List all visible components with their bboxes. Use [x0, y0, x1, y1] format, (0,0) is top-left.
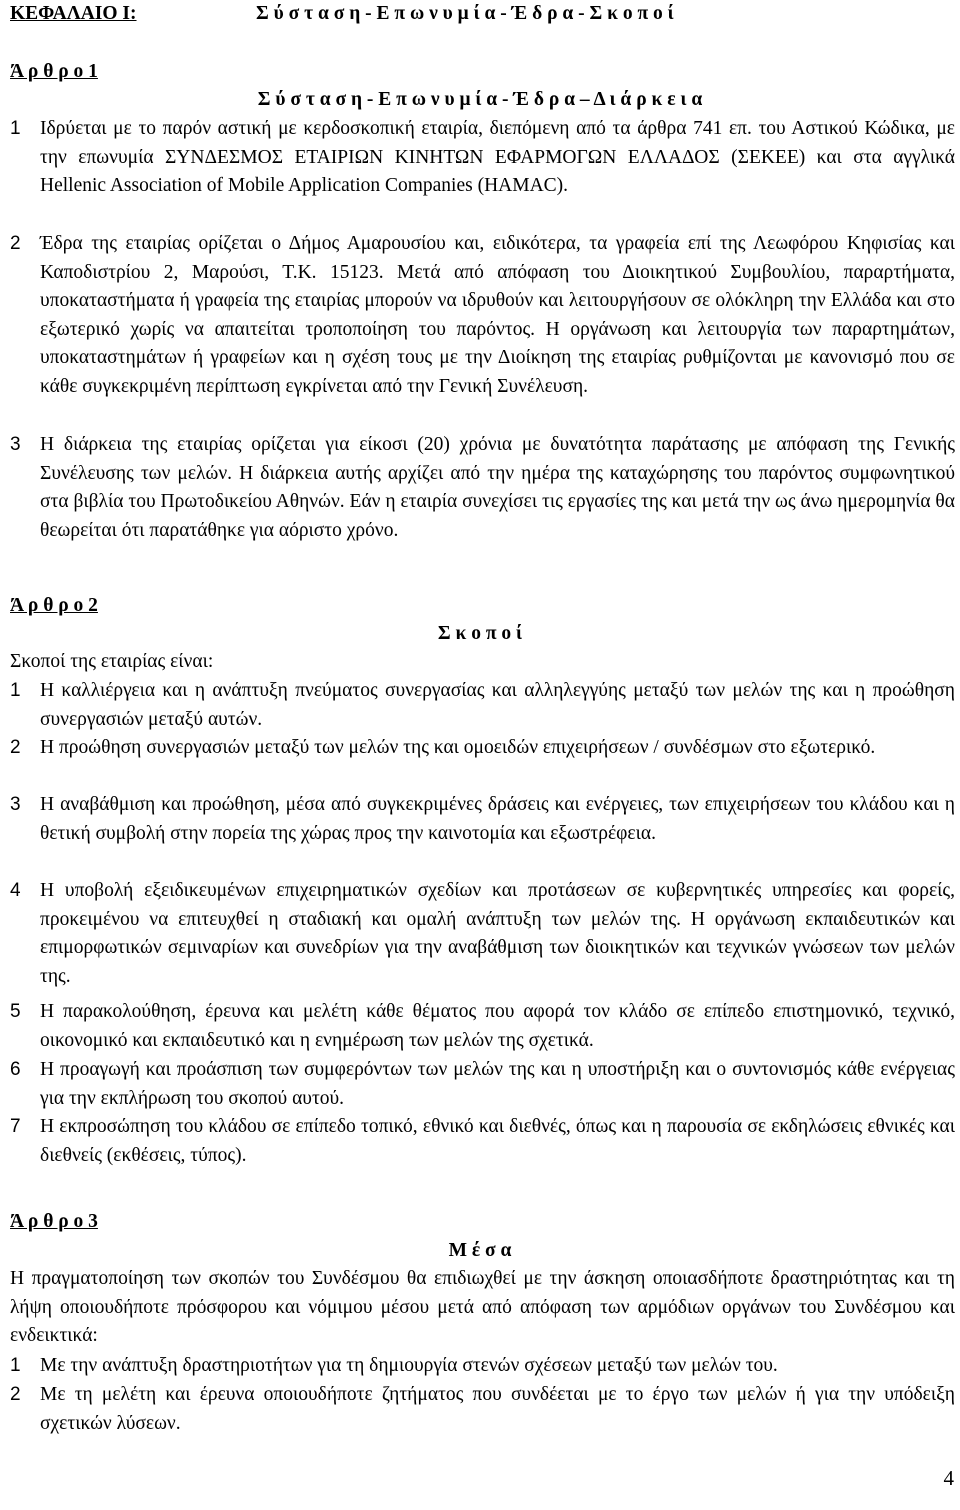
article-3-intro: Η πραγματοποίηση των σκοπών του Συνδέσμου θα επιδιωχθεί με την άσκηση οποιασδήποτε δραστηριότητας και τη λήψη οποιουδήποτε πρόσφορου και νόμιμου μέσου μετά από απόφαση των αρμόδιων οργάνων του Συνδέσμου και ενδεικτικά: [10, 1268, 955, 1347]
item-text: Με τη μελέτη και έρευνα οποιουδήποτε ζητήματος που συνδέεται με το έργο των μελών ή για την υπόδειξη σχετικών λύσεων. [40, 1384, 955, 1434]
item-number: 4 [10, 880, 21, 901]
item-number: 3 [10, 794, 21, 815]
item-text: Με την ανάπτυξη δραστηριοτήτων για τη δημιουργία στενών σχέσεων μεταξύ των μελών του. [40, 1355, 778, 1376]
article-3-title: Μ έ σ α [448, 1240, 512, 1261]
chapter-label: ΚΕΦΑΛΑΙΟ Ι: [10, 3, 137, 24]
article-2-intro: Σκοποί της εταιρίας είναι: [10, 651, 214, 672]
chapter-title: Σ ύ σ τ α σ η - Ε π ω ν υ μ ί α - Έ δ ρ α - Σ κ ο π ο ί [256, 3, 674, 24]
chapter-header [10, 0, 955, 28]
article-2-title: Σ κ ο π ο ί [437, 623, 523, 644]
item-number: 1 [10, 118, 21, 139]
item-number: 2 [10, 1384, 21, 1405]
item-number: 1 [10, 1355, 21, 1376]
item-text: Η υποβολή εξειδικευμένων επιχειρηματικών σχεδίων και προτάσεων σε κυβερνητικές υπηρεσίες και φορείς, προκειμένου να επιτευχθεί η σταδιακή και ομαλή ανάπτυξη των μελών της. Η οργάνωση εκπαιδευτικών και επιμορφωτικών σεμιναρίων και συνεδρίων για την αναβάθμιση των διοικητικών και τεχνικών γνώσεων των μελών της. [40, 880, 955, 987]
item-number: 3 [10, 434, 21, 455]
page-number: 4 [943, 1466, 954, 1490]
item-number: 1 [10, 680, 21, 701]
item-number: 2 [10, 737, 21, 758]
item-text: Η αναβάθμιση και προώθηση, μέσα από συγκεκριμένες δράσεις και ενέργειες, των επιχειρήσεων του κλάδου και η θετική συμβολή στην πορεία της χώρας προς την καινοτομία και εξωστρέφεια. [40, 794, 955, 844]
item-number: 6 [10, 1059, 21, 1080]
item-text: Ιδρύεται με το παρόν αστική με κερδοσκοπική εταιρία, διεπόμενη από τα άρθρα 741 επ. του Αστικού Κώδικα, με την επωνυμία ΣΥΝΔΕΣΜΟΣ ΕΤΑΙΡΙΩΝ ΚΙΝΗΤΩΝ ΕΦΑΡΜΟΓΩΝ ΕΛΛΑΔΟΣ (ΣΕΚΕΕ) και στα αγγλικά Hellenic Association of Mobile Application Companies (HAMAC). [40, 118, 955, 197]
item-number: 2 [10, 233, 21, 254]
item-text: Η εκπροσώπηση του κλάδου σε επίπεδο τοπικό, εθνικό και διεθνές, όπως και η παρουσία σε εκδηλώσεις εθνικές και διεθνείς (εκθέσεις, τύπος). [40, 1116, 955, 1166]
article-2-label: Ά ρ θ ρ ο 2 [10, 595, 98, 616]
item-number: 7 [10, 1116, 21, 1137]
item-text: Η διάρκεια της εταιρίας ορίζεται για είκοσι (20) χρόνια με δυνατότητα παράτασης με απόφαση της Γενικής Συνέλευσης των μελών. Η διάρκεια αυτής αρχίζει από την ημέρα της καταχώρησης του παρόντος συμφωνητικού στα βιβλία του Πρωτοδικείου Αθηνών. Εάν η εταιρία συνεχίσει τις εργασίες της και μετά την ως άνω ημερομηνία θα θεωρείται ότι παρατάθηκε για αόριστο χρόνο. [40, 434, 955, 541]
item-text: Η παρακολούθηση, έρευνα και μελέτη κάθε θέματος που αφορά τον κλάδο σε επίπεδο επιστημονικό, τεχνικό, οικονομικό και εκπαιδευτικό και η ενημέρωση των μελών της σχετικά. [40, 1001, 955, 1051]
item-text: Η προώθηση συνεργασιών μεταξύ των μελών της και ομοειδών επιχειρήσεων / συνδέσμων στο εξωτερικό. [40, 737, 876, 758]
article-1-label: Ά ρ θ ρ ο 1 [10, 61, 98, 82]
article-1-title: Σ ύ σ τ α σ η - Ε π ω ν υ μ ί α - Έ δ ρ α – Δ ι ά ρ κ ε ι α [257, 89, 703, 110]
item-number: 5 [10, 1001, 21, 1022]
item-text: Η καλλιέργεια και η ανάπτυξη πνεύματος συνεργασίας και αλληλεγγύης μεταξύ των μελών της και η προώθηση συνεργασιών μεταξύ αυτών. [40, 680, 955, 730]
article-3-label: Ά ρ θ ρ ο 3 [10, 1211, 98, 1232]
item-text: Έδρα της εταιρίας ορίζεται ο Δήμος Αμαρουσίου και, ειδικότερα, τα γραφεία επί της Λεωφόρου Κηφισίας και Καποδιστρίου 2, Μαρούσι, Τ.Κ. 15123. Μετά από απόφαση του Διοικητικού Συμβουλίου, παραρτήματα, υποκαταστήματα ή γραφεία της εταιρίας μπορούν να ιδρυθούν και λειτουργήσουν σε ολόκληρη την Ελλάδα και στο εξωτερικό χωρίς να απαιτείται τροποποίηση του παρόντος. Η οργάνωση και λειτουργία των παραρτημάτων, υποκαταστημάτων ή γραφείων και η σχέση τους με την Διοίκηση της εταιρίας ρυθμίζονται με κανονισμό που σε κάθε συγκεκριμένη περίπτωση εγκρίνεται από την Γενική Συνέλευση. [40, 233, 955, 397]
item-text: Η προαγωγή και προάσπιση των συμφερόντων των μελών της και η υποστήριξη και ο συντονισμός κάθε ενέργειας για την εκπλήρωση του σκοπού αυτού. [40, 1059, 955, 1109]
